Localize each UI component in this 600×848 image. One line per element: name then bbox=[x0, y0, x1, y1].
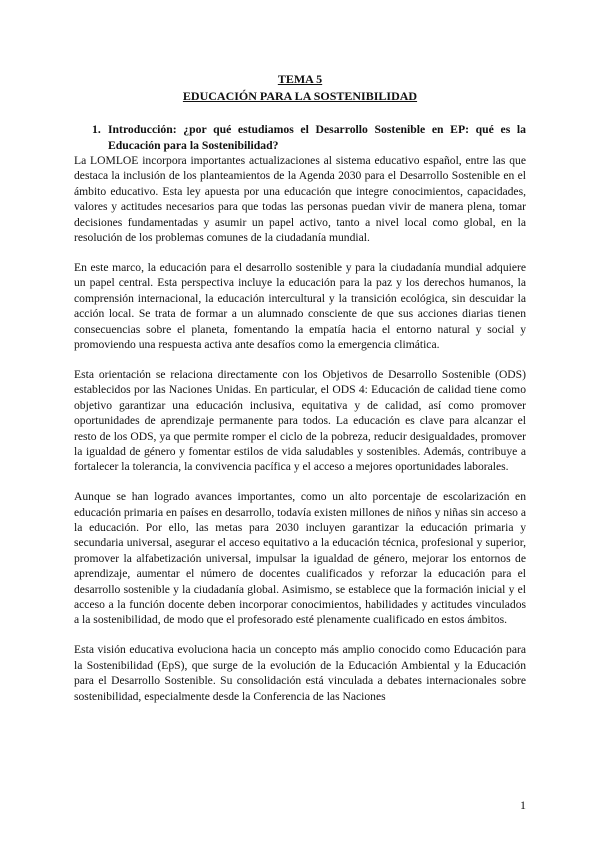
paragraph: En este marco, la educación para el desarrollo sostenible y para la ciudadanía mundial adquiere un papel central. Esta perspectiva incluye la educación para la paz y los derechos humanos, la comprensión internacional, la educación intercultural y la transición ecológica, sin descuidar la acción local. Se trata de formar a un alumnado consciente de que sus acciones diarias tienen consecuencias sobre el planeta, fomentando la empatía hacia el entorno natural y social y promoviendo una respuesta activa ante desafíos como la emergencia climática. bbox=[74, 260, 526, 351]
document-title bbox=[74, 71, 526, 105]
paragraph: La LOMLOE incorpora importantes actualizaciones al sistema educativo español, entre las que destaca la inclusión de los planteamientos de la Agenda 2030 para el Desarrollo Sostenible en el ámbito educativo. Esta ley apuesta por una educación que integre conocimientos, capacidades, valores y actitudes necesarios para que todas las personas puedan vivir de manera plena, tomar decisiones fundamentadas y asumir un papel activo, tanto a nivel local como global, en la resolución de los problemas comunes de la ciudadanía mundial. bbox=[74, 154, 526, 245]
paragraph: Aunque se han logrado avances importantes, como un alto porcentaje de escolarización en educación primaria en países en desarrollo, todavía existen millones de niños y niñas sin acceso a la educación. Por ello, las metas para 2030 incluyen garantizar la educación primaria y secundaria universal, asegurar el acceso equitativo a la educación técnica, profesional y superior, promover la alfabetización universal, impulsar la igualdad de género, mejorar los entornos de aprendizaje, aumentar el número de docentes cualificados y reforzar la educación para el desarrollo sostenible y la ciudadanía global. Asimismo, se establece que la formación inicial y el acceso a la función docente deben incorporar conocimientos, habilidades y actitudes vinculados a la sostenibilidad, de modo que el profesorado esté plenamente cualificado en estos ámbitos. bbox=[74, 490, 527, 627]
paragraph: Esta visión educativa evoluciona hacia un concepto más amplio conocido como Educación para la Sostenibilidad (EpS), que surge de la evolución de la Educación Ambiental y la Educación para el Desarrollo Sostenible. Su consolidación está vinculada a debates internacionales sobre sostenibilidad, especialmente desde la Conferencia de las Naciones bbox=[74, 643, 526, 703]
section-number: 1. bbox=[92, 123, 101, 136]
section-heading bbox=[74, 122, 526, 153]
topic-number: TEMA 5 bbox=[277, 72, 323, 86]
body-text bbox=[74, 153, 526, 719]
topic-title: EDUCACIÓN PARA LA SOSTENIBILIDAD bbox=[182, 89, 418, 103]
section-heading-text: Introducción: ¿por qué estudiamos el Desarrollo Sostenible en EP: qué es la Educación para la Sostenibilidad? bbox=[108, 123, 526, 152]
paragraph: Esta orientación se relaciona directamente con los Objetivos de Desarrollo Sostenible (ODS) establecidos por las Naciones Unidas. En particular, el ODS 4: Educación de calidad tiene como objetivo garantizar una educación inclusiva, equitativa y de calidad, así como promover oportunidades de aprendizaje permanente para todos. La educación es clave para alcanzar el resto de los ODS, ya que permite romper el ciclo de la pobreza, reducir desigualdades, promover la igualdad de género y fomentar estilos de vida saludables y sostenibles. Además, contribuye a fortalecer la tolerancia, la convivencia pacífica y el acceso a mejores oportunidades laborales. bbox=[74, 367, 526, 474]
page-number: 1 bbox=[520, 798, 526, 812]
